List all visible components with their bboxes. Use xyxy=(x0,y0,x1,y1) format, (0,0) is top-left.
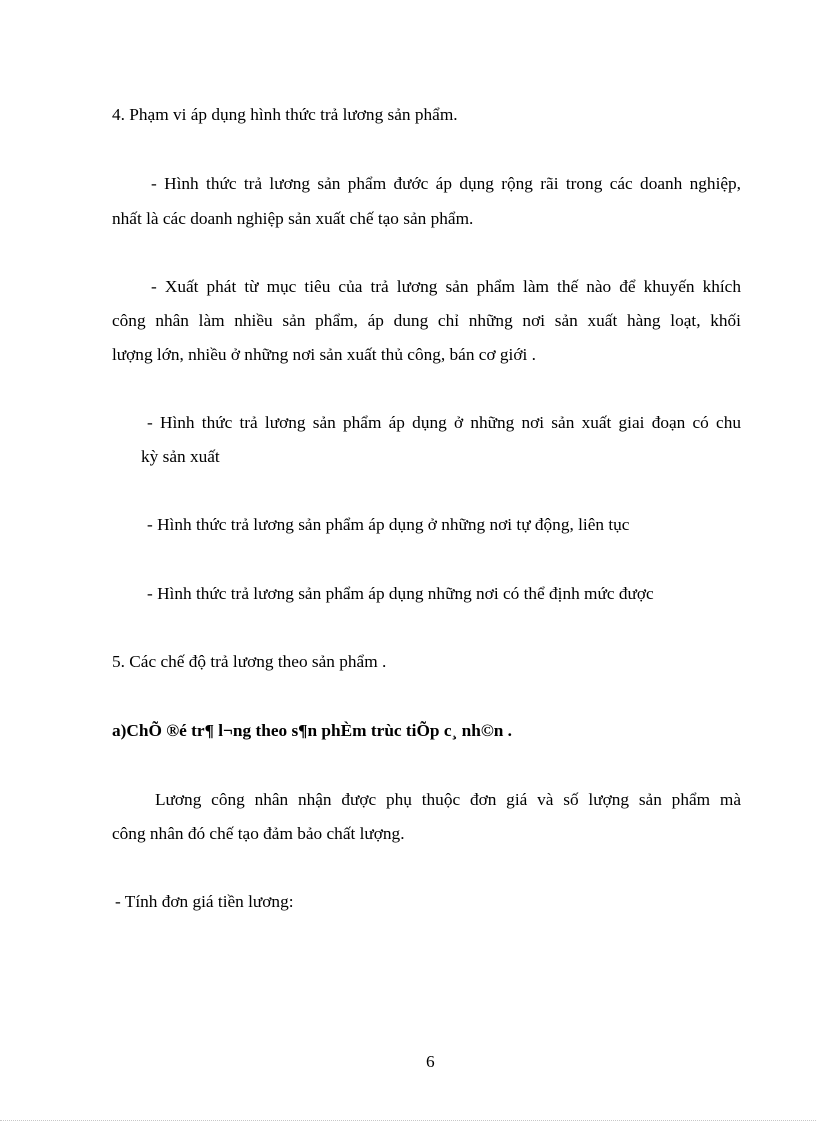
section-5-heading: 5. Các chế độ trả lương theo sản phẩm . xyxy=(112,652,387,671)
subsection-a-heading: a)ChÕ ®é tr¶ l¬ng theo s¶n phÈm trùc tiÕp c¸ nh©n . xyxy=(112,721,512,740)
section-4-heading: 4. Phạm vi áp dụng hình thức trả lương sản phẩm. xyxy=(112,105,458,124)
subsection-a-bullet-1: - Tính đơn giá tiền lương: xyxy=(115,892,294,911)
section-4-bullet-2-line-3: lượng lớn, nhiều ở những nơi sản xuất thủ công, bán cơ giới . xyxy=(112,345,536,364)
section-4-bullet-3-line-2: kỳ sản xuất xyxy=(141,447,220,466)
subsection-a-paragraph-line-1: Lương công nhân nhận được phụ thuộc đơn giá và số lượng sản phẩm mà xyxy=(155,790,741,809)
page-bottom-divider xyxy=(0,1120,816,1121)
section-4-bullet-3-line-1: - Hình thức trả lương sản phẩm áp dụng ở những nơi sản xuất giai đoạn có chu xyxy=(147,413,741,432)
section-4-bullet-2-line-2: công nhân làm nhiều sản phẩm, áp dung chỉ những nơi sản xuất hàng loạt, khối xyxy=(112,311,741,330)
section-4-bullet-1-line-2: nhất là các doanh nghiệp sản xuất chế tạo sản phẩm. xyxy=(112,209,474,228)
section-4-bullet-2-line-1: - Xuất phát từ mục tiêu của trả lương sản phẩm làm thế nào để khuyến khích xyxy=(151,277,741,296)
section-4-bullet-4: - Hình thức trả lương sản phẩm áp dụng ở những nơi tự động, liên tục xyxy=(147,515,630,534)
page-number: 6 xyxy=(426,1052,435,1071)
section-4-bullet-5: - Hình thức trả lương sản phẩm áp dụng những nơi có thể định mức được xyxy=(147,584,654,603)
subsection-a-paragraph-line-2: công nhân đó chế tạo đảm bảo chất lượng. xyxy=(112,824,405,843)
section-4-bullet-1-line-1: - Hình thức trả lương sản phẩm đước áp dụng rộng rãi trong các doanh nghiệp, xyxy=(151,174,741,193)
